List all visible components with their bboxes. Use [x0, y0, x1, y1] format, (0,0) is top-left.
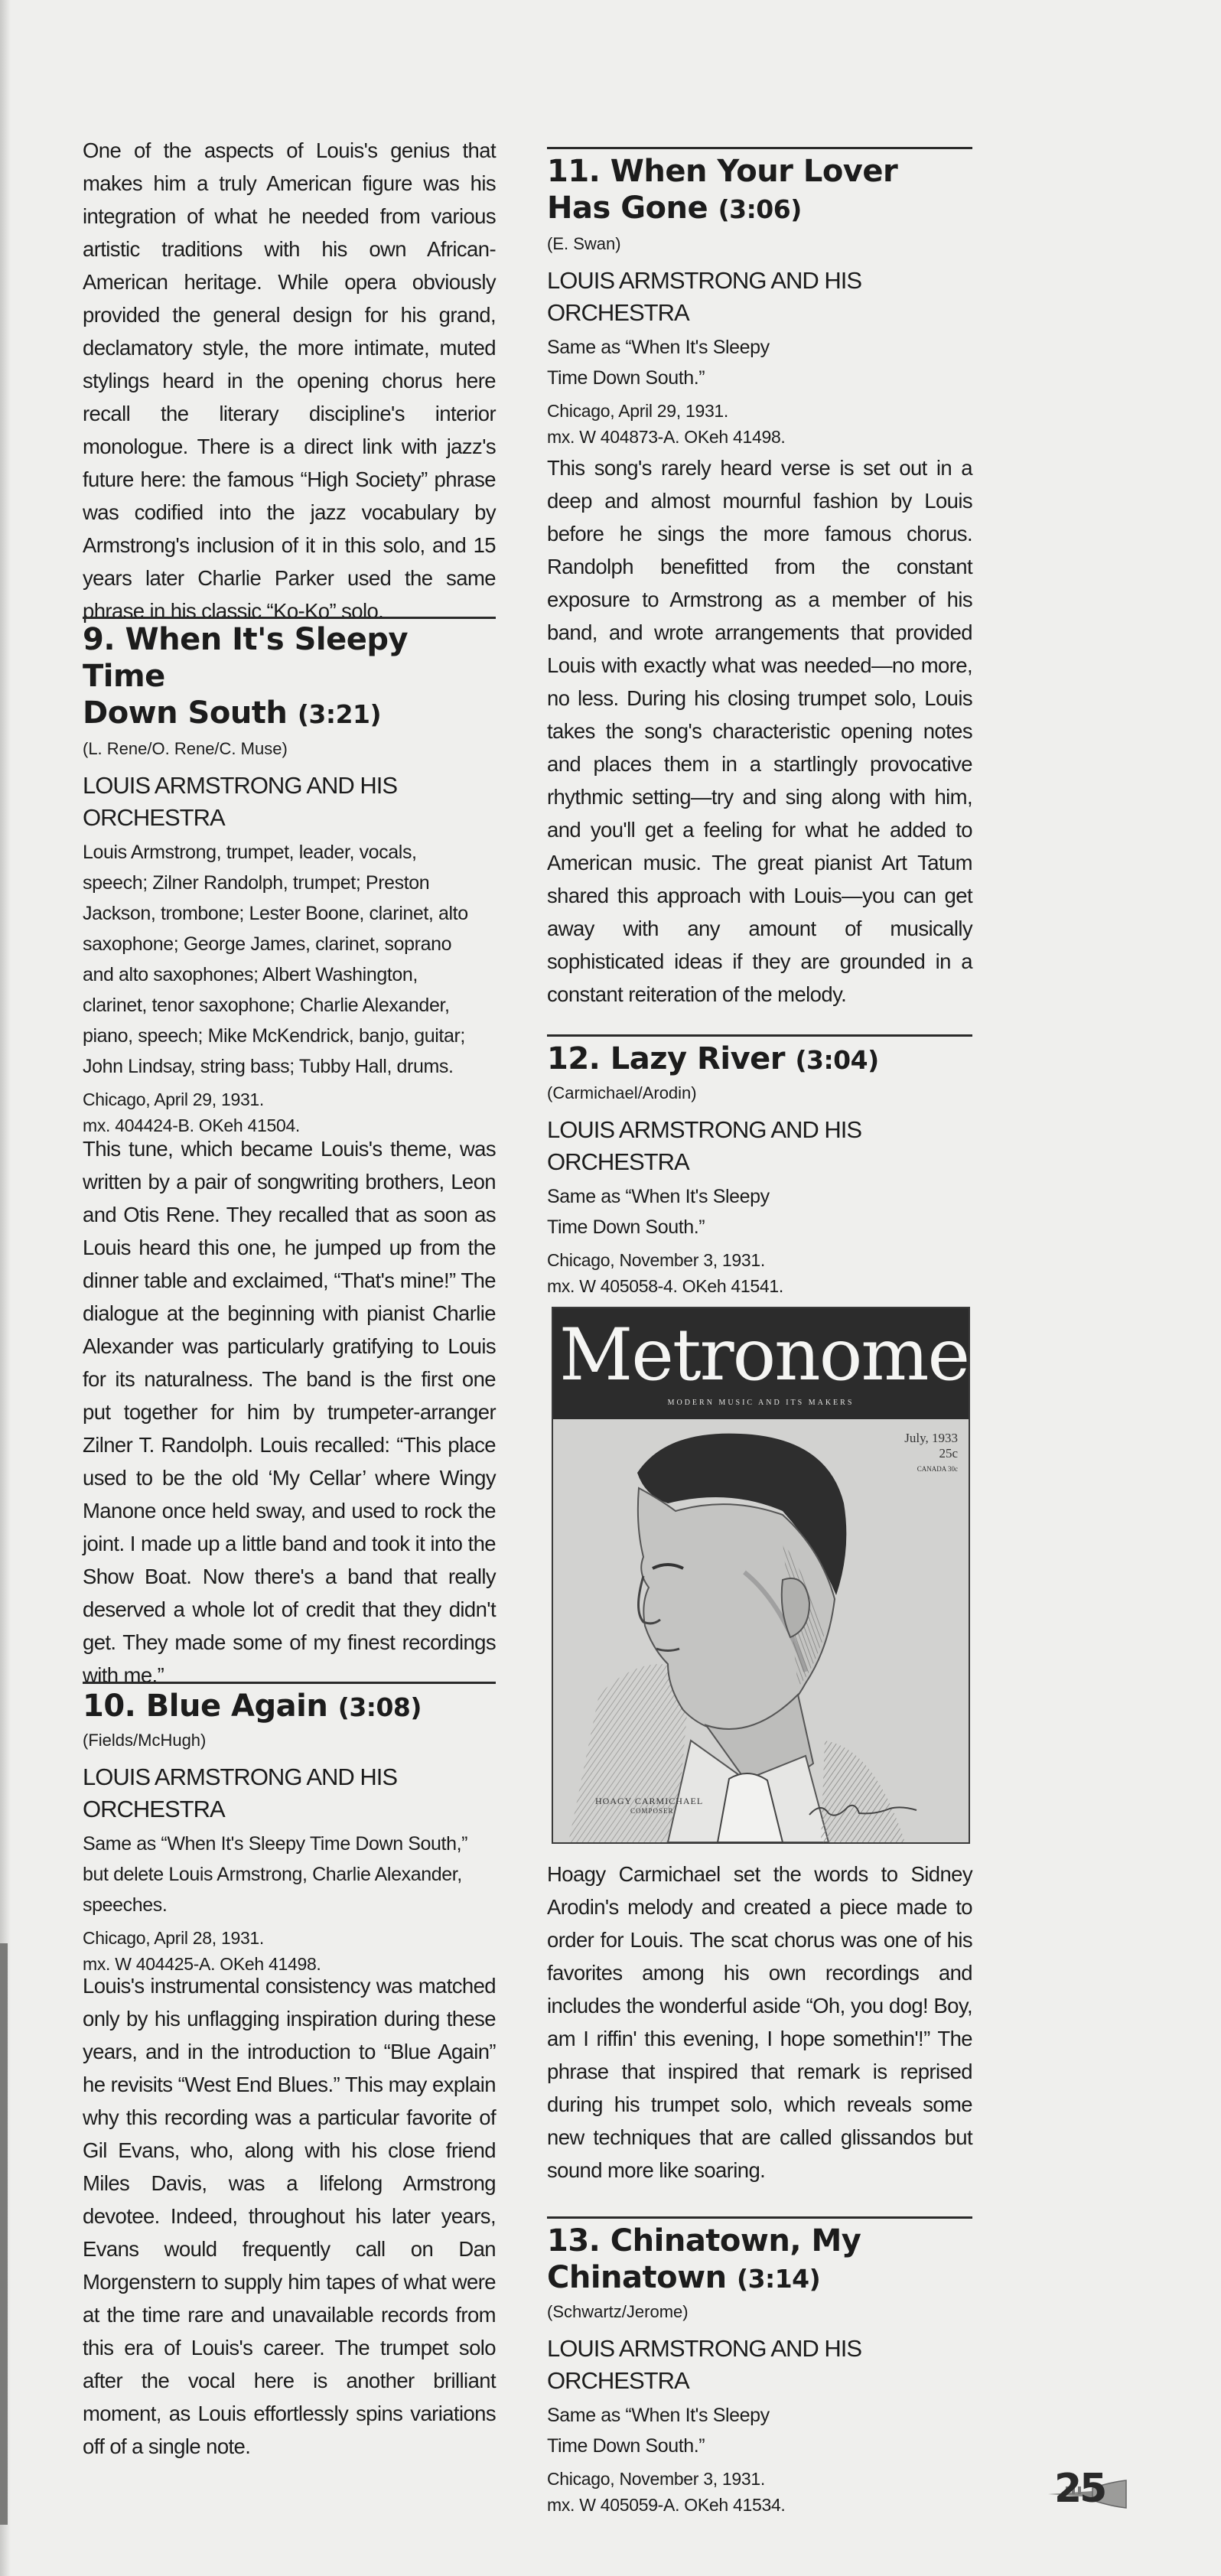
track-9-title-line1: When It's Sleepy Time — [83, 622, 409, 694]
track-9-personnel: Louis Armstrong, trumpet, leader, vocals, speech; Zilner Randolph, trumpet; Preston Jackson, trombone; Lester Boone, clarinet, alto saxophone; George James, clarinet, soprano and alto saxophones; Albert Washington, clarinet, tenor saxophone; Charlie Alexander, piano, speech; Mike McKendrick, banjo, guitar; John Lindsay, string bass; Tubby Hall, drums. — [83, 842, 468, 1077]
track-11-personnel: Same as “When It's Sleepy Time Down South.” — [547, 337, 770, 389]
track-9-title-line2: Down South — [83, 695, 288, 731]
track-10-number: 10. — [83, 1689, 136, 1724]
track-10-duration: (3:08) — [337, 1692, 422, 1722]
track-9-notes: This tune, which became Louis's theme, was written by a pair of songwriting brothers, Leon and Otis Rene. They recalled that as soon as Louis heard this one, he jumped up from the dinner table and exclaimed, “That's mine!” The dialogue at the beginning with pianist Charlie Alexander was particularly gratifying to Louis for its naturalness. The band is the first one put together for him by trumpeter-arranger Zilner T. Randolph. Louis recalled: “This place used to be the old ‘My Cellar’ where Wingy Manone once held sway, and used to rock the joint. I made up a little band and took it into the Show Boat. Now there's a band that really deserved a whole lot of credit that they didn't get. They made some of my finest recordings with me.” — [83, 1137, 496, 1687]
track-13-rule — [547, 2216, 972, 2219]
track-13-title: Chinatown, My Chinatown — [547, 2223, 861, 2295]
track-12-rule — [547, 1034, 972, 1037]
track-13-duration: (3:14) — [736, 2264, 821, 2294]
track-12-session-date: Chicago, November 3, 1931. — [547, 1250, 765, 1270]
track-10-personnel: Same as “When It's Sleepy Time Down South,” but delete Louis Armstrong, Charlie Alexander, speeches. — [83, 1833, 468, 1916]
cover-title: Metronome — [559, 1314, 969, 1397]
cover-caption — [595, 1796, 703, 1815]
track-12-title: Lazy River — [610, 1041, 785, 1076]
track-10-header — [83, 1688, 496, 1977]
track-9-composers: (L. Rene/O. Rene/C. Muse) — [83, 739, 288, 758]
track-10-title: Blue Again — [145, 1689, 328, 1724]
track-9-header — [83, 621, 496, 1138]
cover-price-canada: CANADA 30c — [917, 1465, 958, 1473]
track-13-session-date: Chicago, November 3, 1931. — [547, 2469, 765, 2489]
track-12-number: 12. — [547, 1041, 601, 1076]
metronome-cover-image — [552, 1307, 970, 1844]
track-10-session-date: Chicago, April 28, 1931. — [83, 1928, 265, 1948]
track-11-title-line2: Has Gone — [547, 191, 708, 226]
track-11-title-line1: When Your Lover — [610, 154, 898, 189]
portrait-illustration — [553, 1419, 969, 1842]
track-13-matrix: mx. W 405059-A. OKeh 41534. — [547, 2495, 786, 2515]
track-10-notes: Louis's instrumental consistency was matched only by his unflagging inspiration during these years, and in the introduction to “Blue Again” he revisits “West End Blues.” This may explain why this recording was a particular favorite of Gil Evans, who, along with his close friend Miles Davis, was a lifelong Armstrong devotee. Indeed, throughout his later years, Evans would frequently call on Dan Morgenstern to supply him tapes of what were at the time rare and unavailable records from this era of Louis's career. The trumpet solo after the vocal here is another brilliant moment, as Louis effortlessly spins variations off of a single note. — [83, 1974, 496, 2458]
track-13-header — [547, 2223, 972, 2518]
artist-signature — [806, 1798, 920, 1821]
track-10-rule — [83, 1682, 496, 1684]
track-11-session-date: Chicago, April 29, 1931. — [547, 401, 729, 421]
track-9-artist: LOUIS ARMSTRONG AND HIS ORCHESTRA — [83, 772, 398, 831]
track-9-number: 9. — [83, 622, 116, 657]
cover-subtitle: MODERN MUSIC AND ITS MAKERS — [667, 1399, 855, 1407]
page-number: 25 — [1054, 2466, 1105, 2512]
track-12-header — [547, 1040, 972, 1299]
cover-caption-name: HOAGY CARMICHAEL — [595, 1796, 704, 1806]
cover-issue-info — [904, 1431, 958, 1477]
track-11-number: 11. — [547, 154, 601, 189]
track-11-duration: (3:06) — [718, 194, 802, 224]
track-13-personnel: Same as “When It's Sleepy Time Down South.” — [547, 2405, 770, 2457]
track-11-composers: (E. Swan) — [547, 234, 621, 253]
track-9-matrix: mx. 404424-B. OKeh 41504. — [83, 1115, 301, 1135]
track-11-artist: LOUIS ARMSTRONG AND HIS ORCHESTRA — [547, 267, 862, 326]
intro-paragraph: One of the aspects of Louis's genius that makes him a truly American figure was his integration of what he needed from various artistic traditions with his own African-American heritage. While opera obviously provided the general design for his grand, declamatory style, the more intimate, muted stylings heard in the opening chorus here recall the literary discipline's interior monologue. There is a direct link with jazz's future here: the famous “High Society” phrase was codified into the jazz vocabulary by Armstrong's inclusion of it in this solo, and 15 years later Charlie Parker used the same phrase in his classic “Ko-Ko” solo. — [83, 138, 496, 623]
track-9-duration: (3:21) — [297, 699, 382, 729]
track-11-notes: This song's rarely heard verse is set out in a deep and almost mournful fashion by Louis before he sings the more famous chorus. Randolph benefitted from the constant exposure to Armstrong as a member of his band, and wrote arrangements that provided Louis with exactly what was needed—no more, no less. During his closing trumpet solo, Louis takes the song's characteristic opening notes and places them in a startlingly provocative rhythmic setting—try and sing along with him, and you'll get a feeling for what he added to American music. The great pianist Art Tatum shared this approach with Louis—you can get away with any amount of musically sophisticated ideas if they are grounded in a constant reiteration of the melody. — [547, 456, 972, 1006]
track-13-composers: (Schwartz/Jerome) — [547, 2302, 689, 2321]
track-10-artist: LOUIS ARMSTRONG AND HIS ORCHESTRA — [83, 1763, 398, 1822]
track-12-personnel: Same as “When It's Sleepy Time Down South.” — [547, 1186, 770, 1238]
track-9-session-date: Chicago, April 29, 1931. — [83, 1089, 265, 1109]
track-11-matrix: mx. W 404873-A. OKeh 41498. — [547, 427, 786, 447]
book-binding-edge — [0, 0, 11, 2576]
cover-caption-role: COMPOSER — [630, 1807, 674, 1815]
track-12-duration: (3:04) — [795, 1045, 879, 1075]
track-11-rule — [547, 147, 972, 149]
cover-masthead — [553, 1308, 969, 1419]
track-12-notes: Hoagy Carmichael set the words to Sidney Arodin's melody and created a piece made to order for Louis. The scat chorus was one of his favorites among his own recordings and includes the wonderful aside “Oh, you dog! Boy, am I riffin' this evening, I hope somethin'!” The phrase that inspired that remark is reprised during his trumpet solo, which reveals some new techniques that are called glissandos but sound more like soaring. — [547, 1862, 972, 2182]
cover-issue-date: July, 1933 — [904, 1431, 958, 1445]
track-13-artist: LOUIS ARMSTRONG AND HIS ORCHESTRA — [547, 2335, 862, 2394]
track-9-rule — [83, 617, 496, 619]
track-12-artist: LOUIS ARMSTRONG AND HIS ORCHESTRA — [547, 1116, 862, 1175]
cover-price: 25c — [939, 1446, 958, 1461]
track-10-matrix: mx. W 404425-A. OKeh 41498. — [83, 1954, 321, 1974]
track-12-composers: (Carmichael/Arodin) — [547, 1083, 697, 1102]
track-12-matrix: mx. W 405058-4. OKeh 41541. — [547, 1276, 783, 1296]
track-13-number: 13. — [547, 2223, 601, 2258]
track-10-composers: (Fields/McHugh) — [83, 1731, 207, 1750]
track-11-header — [547, 153, 972, 450]
